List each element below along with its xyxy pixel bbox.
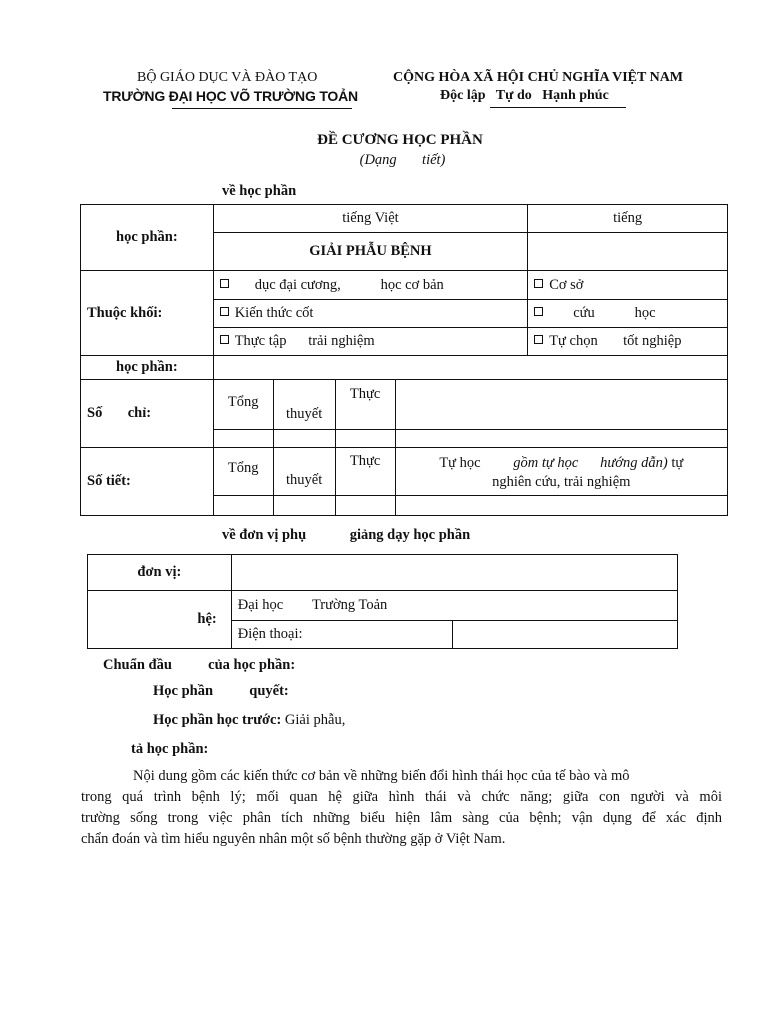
credits-total-header: Tổng — [213, 380, 273, 430]
periods-theory-value — [273, 496, 335, 516]
checkbox-icon — [220, 307, 229, 316]
credits-practice-value — [335, 430, 395, 448]
credits-theory-header: thuyết — [273, 380, 335, 430]
motto-underline — [490, 107, 626, 108]
credits-total-value — [213, 430, 273, 448]
credits-label: Số chỉ: — [81, 380, 214, 448]
vietnamese-name-header: tiếng Việt — [213, 205, 527, 233]
other-language-header: tiếng — [528, 205, 728, 233]
description-heading: tả học phần: — [131, 741, 209, 757]
unit-info-table — [87, 554, 678, 649]
unit-value — [231, 555, 677, 591]
unit-label: đơn vị: — [88, 555, 232, 591]
periods-self-value — [395, 496, 727, 516]
option-core[interactable]: Kiến thức cốt — [213, 300, 527, 328]
credits-self-header — [395, 380, 727, 430]
periods-label: Số tiết: — [81, 448, 214, 516]
checkbox-icon — [534, 307, 543, 316]
prior-course-line — [153, 712, 345, 729]
course-code-value — [213, 356, 727, 380]
course-info-table — [80, 204, 728, 516]
course-name-other-value — [528, 233, 728, 271]
course-name-label: học phần: — [81, 205, 214, 271]
document-title: ĐỀ CƯƠNG HỌC PHẦN — [317, 132, 483, 148]
contact-address: Đại học Trường Toản — [231, 591, 677, 621]
option-elective[interactable]: Tự chọn tốt nghiệp — [528, 328, 728, 356]
option-base[interactable]: Cơ sở — [528, 271, 728, 300]
periods-total-value — [213, 496, 273, 516]
section-unit-heading: về đơn vị phụ giảng dạy học phần — [222, 527, 471, 543]
checkbox-icon — [534, 279, 543, 288]
block-label: Thuộc khối: — [81, 271, 214, 356]
description-line-2: trong quá trình bệnh lý; mối quan hệ giữa hình thái và chức năng; giữa con người và môi — [81, 789, 722, 805]
checkbox-icon — [220, 335, 229, 344]
prior-course-label: Học phần học trước: — [153, 712, 282, 728]
periods-self-header: Tự học gồm tự học hướng dẫn) tự nghiên cứu, trải nghiệm — [395, 448, 727, 496]
course-name-value: GIẢI PHẪU BỆNH — [213, 233, 527, 271]
university-underline — [172, 108, 352, 109]
description-line-3: trường sống trong việc phân tích những biểu hiện lâm sàng của bệnh; vận dụng để xác định — [81, 810, 722, 826]
credits-self-value — [395, 430, 727, 448]
prerequisite-heading: Học phần quyết: — [153, 683, 289, 699]
credits-practice-header: Thực — [335, 380, 395, 430]
periods-theory-header: thuyết — [273, 448, 335, 496]
motto: Độc lập Tự do Hạnh phúc — [440, 88, 609, 103]
course-code-label: học phần: — [81, 356, 214, 380]
contact-phone: Điện thoại: — [231, 621, 453, 649]
prior-course-value: Giải phẫu, — [284, 712, 346, 728]
ministry-name: BỘ GIÁO DỤC VÀ ĐÀO TẠO — [137, 70, 318, 85]
periods-practice-header: Thực — [335, 448, 395, 496]
document-subtitle: (Dạng tiết) — [359, 152, 446, 168]
option-general[interactable]: dục đại cương, học cơ bản — [213, 271, 527, 300]
contact-label: hệ: — [88, 591, 232, 649]
credits-theory-value — [273, 430, 335, 448]
description-line-1: Nội dung gồm các kiến thức cơ bản về những biến đổi hình thái học của tế bào và mô — [133, 768, 630, 784]
section-course-info-heading: về học phần — [222, 183, 297, 199]
republic-name: CỘNG HÒA XÃ HỘI CHỦ NGHĨA VIỆT NAM — [393, 70, 684, 85]
checkbox-icon — [220, 279, 229, 288]
university-name: TRƯỜNG ĐẠI HỌC VÕ TRƯỜNG TOẢN — [103, 88, 358, 104]
periods-total-header: Tổng — [213, 448, 273, 496]
option-practice[interactable]: Thực tập trải nghiệm — [213, 328, 527, 356]
contact-phone-extra — [453, 621, 678, 649]
periods-practice-value — [335, 496, 395, 516]
checkbox-icon — [534, 335, 543, 344]
learning-outcomes-heading: Chuẩn đầu của học phần: — [103, 657, 296, 673]
option-research[interactable]: cứu học — [528, 300, 728, 328]
description-line-4: chẩn đoán và tìm hiểu nguyên nhân một số bệnh thường gặp ở Việt Nam. — [81, 831, 506, 847]
